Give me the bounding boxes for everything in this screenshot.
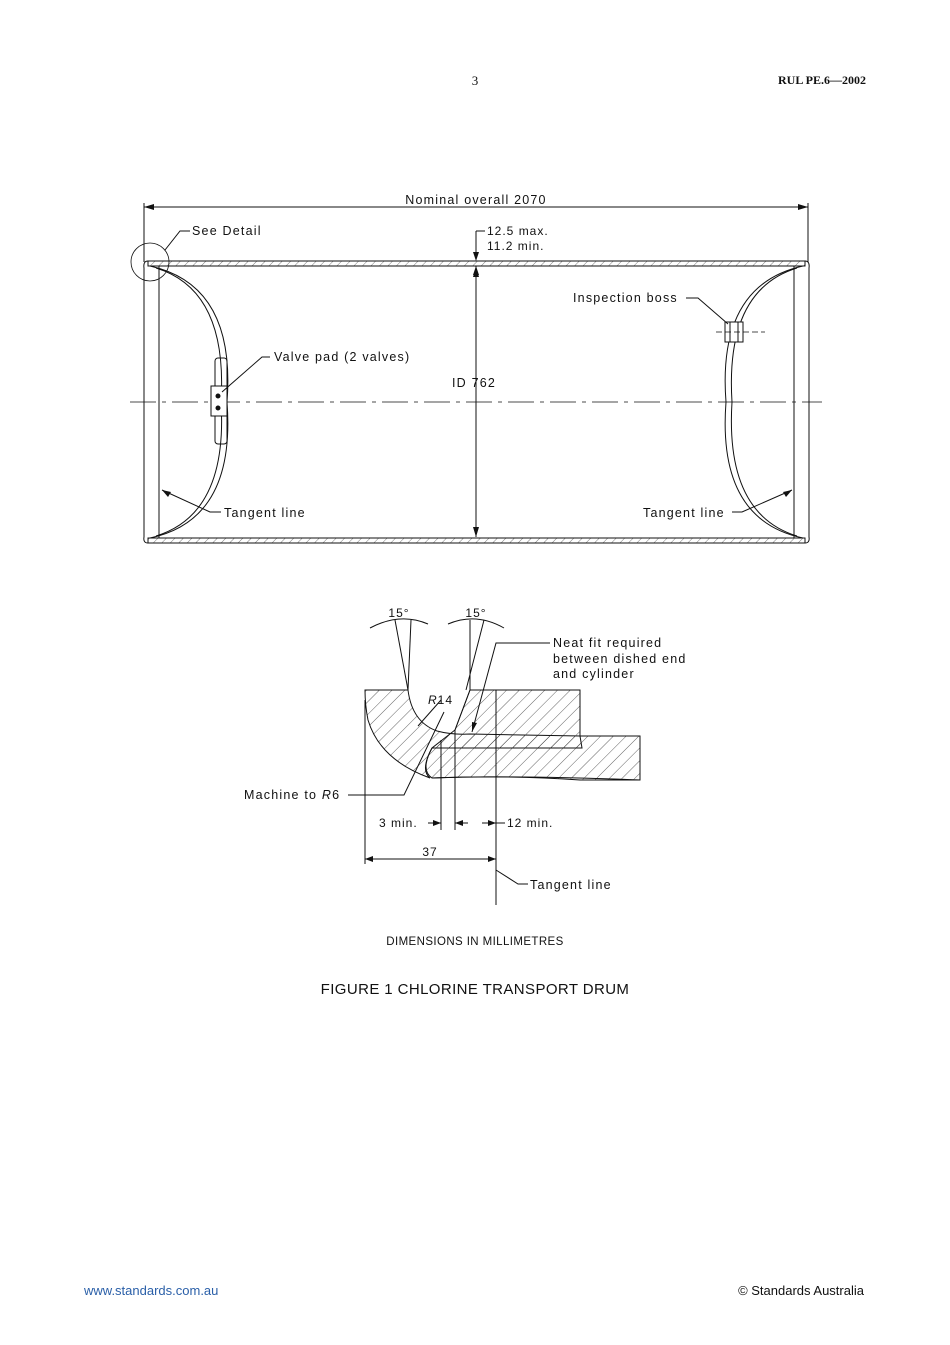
valve-block [211,386,227,416]
thickness-min-label: 11.2 min. [487,239,545,253]
tangent-line-left-label: Tangent line [224,506,306,520]
machine-label: Machine to R6 [244,788,341,802]
inspection-boss-label: Inspection boss [573,291,678,305]
valve-pad-leader [222,357,270,392]
bottom-shell-wall [148,538,805,543]
dim-37-label: 37 [422,845,438,859]
document-id: RUL PE.6—2002 [777,73,866,87]
see-detail-label: See Detail [192,224,262,238]
copyright-notice: © Standards Australia [738,1283,864,1298]
see-detail-leader [165,231,190,250]
twelve-min-label: 12 min. [507,816,554,830]
tangent-right-leader [732,490,792,512]
radius-label: R14 [428,693,454,707]
tangent-line-right-label: Tangent line [643,506,725,520]
valve-2 [216,406,220,410]
page-number: 3 [471,73,479,88]
valve-pad-label: Valve pad (2 valves) [274,350,411,364]
angle-right-label: 15° [465,606,487,620]
valve-1 [216,394,220,398]
cylinder-wall-section [426,690,640,780]
neat-fit-line3: and cylinder [553,667,635,681]
drum-labels [192,193,725,520]
three-min-label: 3 min. [379,816,418,830]
website-link[interactable]: www.standards.com.au [84,1283,219,1298]
neat-fit-line1: Neat fit required [553,636,663,650]
drum-drawing [130,203,822,543]
neat-fit-line2: between dished end [553,652,687,666]
figure-caption: FIGURE 1 CHLORINE TRANSPORT DRUM [320,981,630,998]
thickness-max-label: 12.5 max. [487,224,549,238]
dimensions-note: DIMENSIONS IN MILLIMETRES [386,936,564,948]
overall-length-label: Nominal overall 2070 [405,193,547,207]
angle-left-label: 15° [388,606,410,620]
top-shell-wall [148,261,805,266]
inspection-boss-leader [686,298,728,324]
tangent-line-detail-label: Tangent line [530,878,612,892]
id-label: ID 762 [452,376,497,390]
tangent-left-leader [162,490,221,512]
